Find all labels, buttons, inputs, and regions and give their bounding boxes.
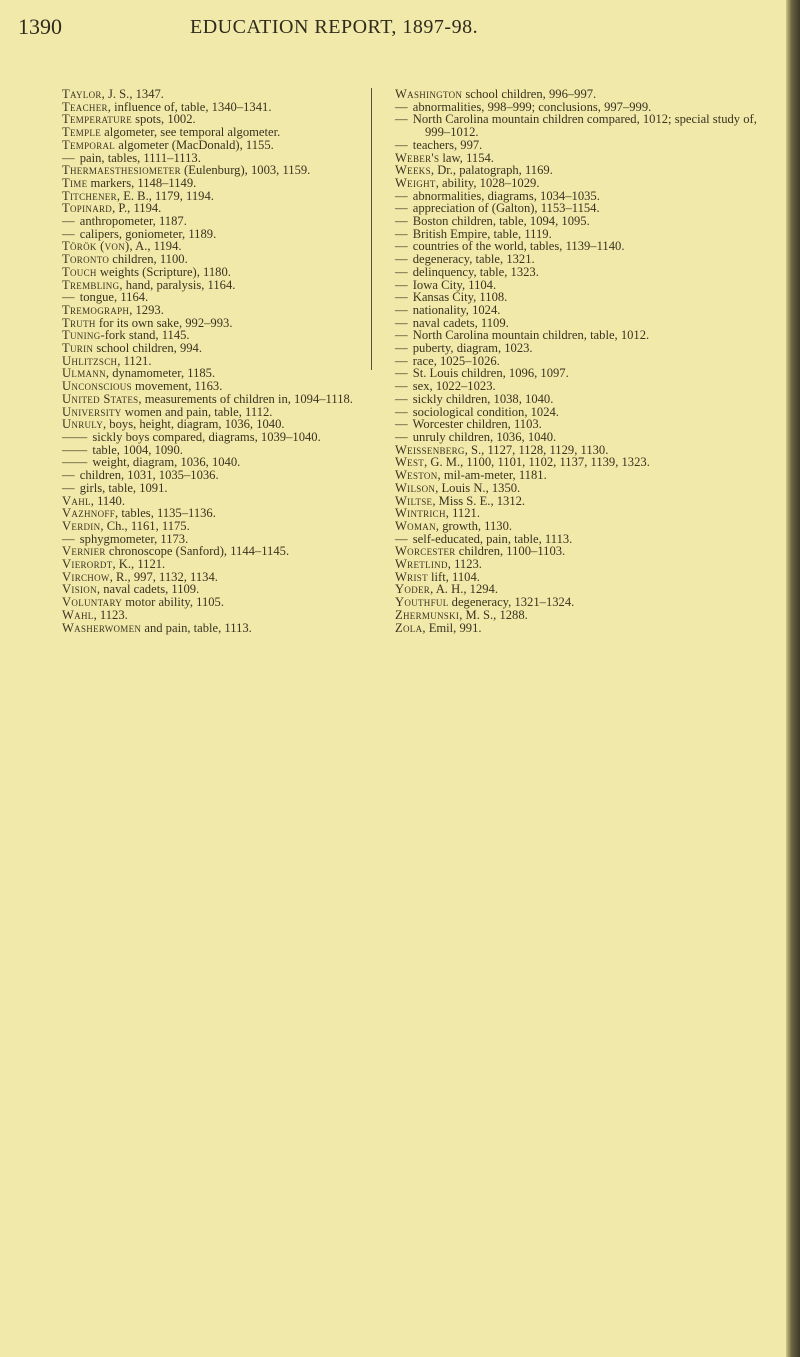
entry-heading: Vision [62,582,97,597]
subentry-dash: — [395,404,408,419]
entry-heading: Youthful [395,595,449,610]
entry-heading: Wrist [395,569,428,584]
subentry-dash: — [395,391,408,406]
subentry-dash: — [395,353,408,368]
entry-references: degeneracy, 1321–1324. [448,595,575,610]
subentry-dash: — [395,201,408,216]
entry-heading: Taylor [62,87,102,101]
entry-heading: Temple [62,125,101,140]
entry-heading: Vahl [62,493,91,508]
entry-references: race, 1025–1026. [409,353,500,368]
entry-references: children, 1100–1103. [455,544,566,559]
entry-references: British Empire, table, 1119. [409,226,552,241]
entry-references: , Ch., 1161, 1175. [100,518,190,533]
entry-heading: Titchener [62,188,117,203]
entry-heading: Turin [62,341,94,356]
subentry-dash: — [395,417,408,432]
subentry-dash: — [395,302,408,317]
entry-heading: University [62,404,122,419]
entry-heading: Unruly [62,417,103,432]
entry-references: school children, 996–997. [462,87,597,101]
entry-references: , growth, 1130. [435,518,513,533]
entry-heading: Toronto [62,252,110,267]
entry-references: , Emil, 991. [422,620,482,635]
entry-references: , 1140. [90,493,125,508]
entry-references: Boston children, table, 1094, 1095. [409,214,590,229]
entry-references: movement, 1163. [131,379,223,394]
index-column-left [62,88,366,634]
entry-references: women and pain, table, 1112. [121,404,273,419]
book-binding-edge [786,0,800,1357]
entry-heading: Washerwomen [62,620,142,635]
entry-heading: Topinard [62,201,113,216]
entry-references: , 1293. [129,302,164,317]
entry-references: , M. S., 1288. [459,607,528,622]
entry-references: , ability, 1028–1029. [435,175,540,190]
entry-references: children, 1100. [109,252,188,267]
entry-references: puberty, diagram, 1023. [409,341,533,356]
entry-heading: Temperature [62,112,132,127]
entry-references: sex, 1022–1023. [409,379,496,394]
subentry-dash: — [62,531,75,546]
entry-references: abnormalities, 998–999; conclusions, 997–999. [409,99,652,114]
subentry-dash: — [62,468,75,483]
entry-references: , G. M., 1100, 1101, 1102, 1137, 1139, 1323. [424,455,650,470]
entry-references: , J. S., 1347. [101,87,164,101]
entry-references: markers, 1148–1149. [87,175,197,190]
subentry-dash: — [395,341,408,356]
entry-references: sickly boys compared, diagrams, 1039–1040. [89,429,321,444]
index-subentry [395,113,783,138]
entry-heading: Wilson [395,480,436,495]
entry-references: sickly children, 1038, 1040. [409,391,554,406]
subentry-dash: — [395,290,408,305]
entry-heading: Uhlitzsch [62,353,118,368]
entry-heading: Vierordt [62,557,113,572]
entry-references: , boys, height, diagram, 1036, 1040. [103,417,285,432]
subentry-dash: —— [62,442,88,457]
entry-heading: Unconscious [62,379,132,394]
entry-references: lift, 1104. [427,569,480,584]
entry-references: nationality, 1024. [409,302,501,317]
entry-references: weights (Scripture), 1180. [96,264,231,279]
entry-references: for its own sake, 992–993. [95,315,233,330]
entry-heading: Virchow [62,569,110,584]
entry-references: calipers, goniometer, 1189. [76,226,217,241]
entry-references: , naval cadets, 1109. [96,582,200,597]
entry-references: delinquency, table, 1323. [409,264,539,279]
index-column-right [395,88,783,634]
entry-references: girls, table, 1091. [76,480,168,495]
subentry-dash: — [395,137,408,152]
entry-references: , 1121. [445,506,480,521]
entry-references: , R., 997, 1132, 1134. [109,569,218,584]
entry-heading: Weight [395,175,436,190]
entry-references: , K., 1121. [112,557,166,572]
entry-heading: Zhermunski [395,607,460,622]
entry-heading: Vernier [62,544,106,559]
entry-references: , Dr., palatograph, 1169. [430,163,553,178]
entry-references: , A. H., 1294. [430,582,498,597]
entry-references: , influence of, table, 1340–1341. [107,99,272,114]
subentry-dash: — [395,277,408,292]
subentry-dash: — [62,226,75,241]
subentry-dash: —— [62,455,88,470]
entry-references: weight, diagram, 1036, 1040. [89,455,241,470]
entry-references: sociological condition, 1024. [409,404,559,419]
entry-heading: Wahl [62,607,94,622]
entry-heading: Truth [62,315,96,330]
entry-references: , 1123. [447,557,482,572]
entry-heading: Thermaesthesiometer [62,163,181,178]
entry-heading: Yoder [395,582,431,597]
entry-references: , mil-am-meter, 1181. [437,468,547,483]
entry-references: teachers, 997. [409,137,483,152]
index-entry [62,622,366,635]
entry-heading: Woman [395,518,436,533]
subentry-dash: — [395,264,408,279]
entry-references: , tables, 1135–1136. [115,506,216,521]
entry-references: (Eulenburg), 1003, 1159. [180,163,311,178]
subentry-dash: — [395,366,408,381]
subentry-dash: — [395,328,408,343]
entry-references: countries of the world, tables, 1139–1140. [409,239,625,254]
entry-heading: Temporal [62,137,116,152]
entry-references: algometer, see temporal algometer. [101,125,281,140]
entry-heading: Weeks [395,163,431,178]
subentry-dash: — [395,239,408,254]
entry-heading: Wretlind [395,557,448,572]
entry-references: self-educated, pain, table, 1113. [409,531,573,546]
entry-heading: Török (von) [62,239,130,254]
subentry-dash: — [395,429,408,444]
subentry-dash: — [62,290,75,305]
entry-heading: Wiltse [395,493,433,508]
entry-references: -fork stand, 1145. [100,328,190,343]
entry-heading: Worcester [395,544,456,559]
entry-heading: West [395,455,425,470]
entry-references: , E. B., 1179, 1194. [116,188,214,203]
subentry-dash: — [62,214,75,229]
entry-heading: Voluntary [62,595,123,610]
entry-references: , dynamometer, 1185. [105,366,216,381]
entry-heading: Weber's [395,150,440,165]
entry-references: , measurements of children in, 1094–1118. [138,391,353,406]
entry-references: , A., 1194. [129,239,182,254]
entry-references: Kansas City, 1108. [409,290,508,305]
entry-heading: Tremograph [62,302,130,317]
entry-heading: United States [62,391,139,406]
running-title: EDUCATION REPORT, 1897-98. [190,16,479,38]
entry-heading: Zola [395,620,423,635]
entry-references: Worcester children, 1103. [409,417,542,432]
page-number: 1390 [18,14,62,39]
entry-references: chronoscope (Sanford), 1144–1145. [105,544,290,559]
entry-references: spots, 1002. [132,112,196,127]
entry-heading: Teacher [62,99,108,114]
entry-references: , Louis N., 1350. [435,480,521,495]
entry-references: , S., 1127, 1128, 1129, 1130. [464,442,609,457]
entry-heading: Trembling [62,277,120,292]
subentry-dash: — [395,315,408,330]
subentry-dash: —— [62,429,88,444]
entry-heading: Weissenberg [395,442,465,457]
entry-heading: Tuning [62,328,101,343]
entry-references: abnormalities, diagrams, 1034–1035. [409,188,600,203]
entry-references: North Carolina mountain children compared, 1012; special study of, 999–1012. [409,112,757,140]
entry-references: sphygmometer, 1173. [76,531,189,546]
column-divider [371,88,372,370]
page-header [0,14,790,44]
entry-references: tongue, 1164. [76,290,149,305]
entry-references: , 1123. [93,607,128,622]
subentry-dash: — [62,150,75,165]
subentry-dash: — [395,252,408,267]
entry-heading: Ulmann [62,366,106,381]
entry-references: pain, tables, 1111–1113. [76,150,201,165]
entry-heading: Washington [395,87,463,101]
entry-references: St. Louis children, 1096, 1097. [409,366,569,381]
entry-references: and pain, table, 1113. [141,620,252,635]
entry-references: , hand, paralysis, 1164. [119,277,236,292]
entry-references: North Carolina mountain children, table, 1012. [409,328,650,343]
entry-references: Iowa City, 1104. [409,277,497,292]
entry-references: school children, 994. [93,341,202,356]
entry-heading: Touch [62,264,97,279]
entry-heading: Verdin [62,518,101,533]
entry-references: law, 1154. [439,150,494,165]
subentry-dash: — [395,226,408,241]
entry-references: unruly children, 1036, 1040. [409,429,557,444]
subentry-dash: — [395,531,408,546]
subentry-dash: — [395,214,408,229]
entry-references: algometer (MacDonald), 1155. [115,137,274,152]
entry-references: , 1121. [117,353,152,368]
entry-references: , Miss S. E., 1312. [432,493,526,508]
entry-references: , P., 1194. [112,201,162,216]
subentry-dash: — [395,112,408,127]
entry-heading: Weston [395,468,438,483]
subentry-dash: — [395,188,408,203]
subentry-dash: — [395,379,408,394]
entry-heading: Vazhnoff [62,506,116,521]
entry-references: children, 1031, 1035–1036. [76,468,219,483]
entry-references: naval cadets, 1109. [409,315,509,330]
entry-heading: Wintrich [395,506,446,521]
index-entry [395,622,783,635]
entry-heading: Time [62,175,88,190]
entry-references: table, 1004, 1090. [89,442,183,457]
subentry-dash: — [62,480,75,495]
entry-references: degeneracy, table, 1321. [409,252,535,267]
entry-references: anthropometer, 1187. [76,214,187,229]
entry-references: motor ability, 1105. [122,595,224,610]
subentry-dash: — [395,99,408,114]
entry-references: appreciation of (Galton), 1153–1154. [409,201,600,216]
